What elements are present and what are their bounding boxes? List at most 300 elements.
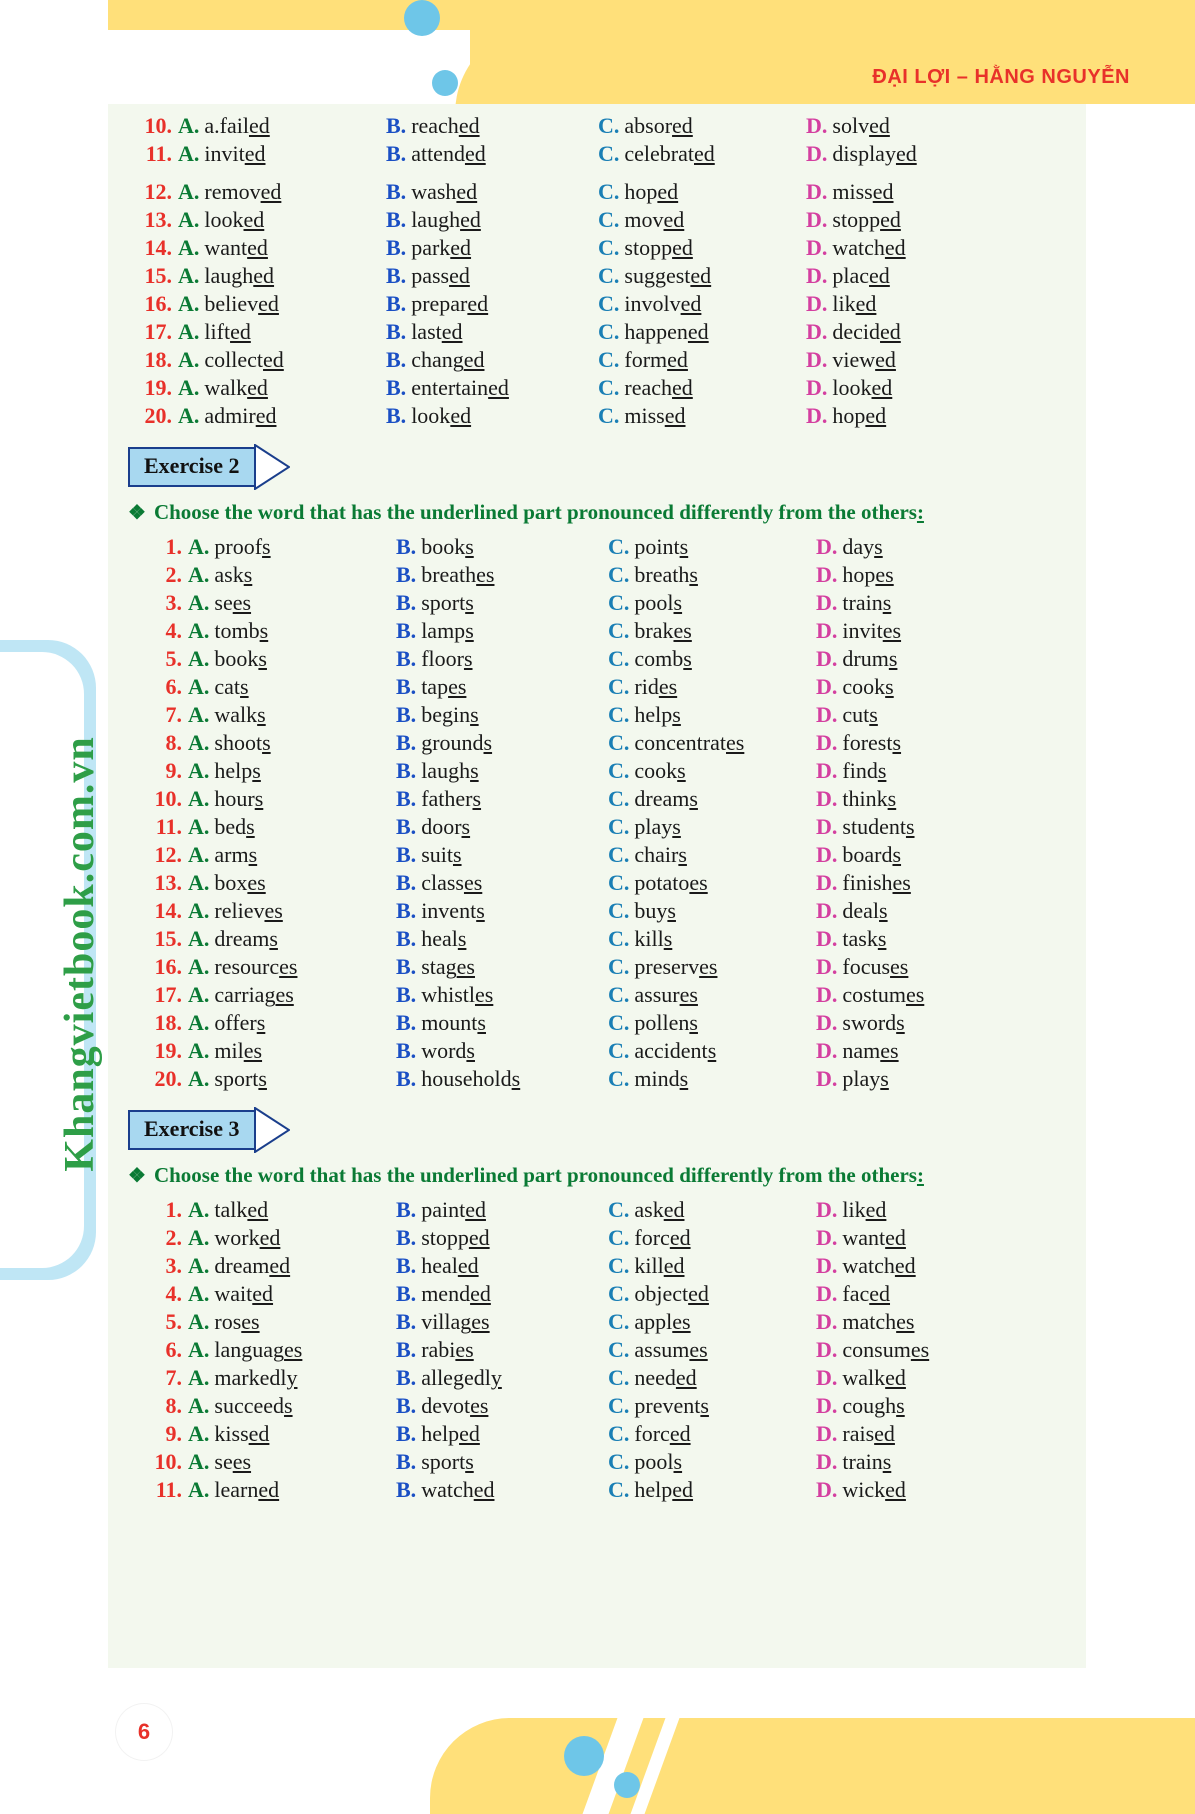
option-c[interactable]	[608, 701, 816, 730]
option-c[interactable]	[608, 1476, 816, 1505]
question-number: 1.	[165, 534, 182, 559]
option-d[interactable]	[816, 1037, 1016, 1066]
option-c-label: C.	[608, 646, 630, 671]
option-a[interactable]	[178, 206, 386, 235]
option-a[interactable]	[188, 757, 396, 786]
option-c[interactable]	[608, 1224, 816, 1253]
option-a-text: asks	[214, 562, 253, 587]
option-d-label: D.	[816, 1477, 838, 1502]
option-b-text: reached	[411, 113, 480, 138]
option-a[interactable]	[188, 1009, 396, 1038]
option-b-text: mounts	[421, 1010, 486, 1035]
option-a[interactable]	[188, 785, 396, 814]
option-b[interactable]	[396, 813, 608, 842]
option-b[interactable]	[396, 1448, 608, 1477]
option-a[interactable]	[188, 1065, 396, 1094]
option-b-text: looked	[411, 403, 472, 428]
option-d-label: D.	[806, 235, 828, 260]
option-b[interactable]	[396, 757, 608, 786]
option-b-text: invents	[421, 898, 485, 923]
option-d-label: D.	[816, 814, 838, 839]
option-d-label: D.	[806, 291, 828, 316]
option-a[interactable]	[188, 1252, 396, 1281]
option-d[interactable]	[816, 841, 1016, 870]
option-d[interactable]	[816, 1224, 1016, 1253]
option-a[interactable]	[188, 925, 396, 954]
instruction-text: Choose the word that has the underlined part pronounced differently from the others:	[153, 1163, 924, 1187]
option-c-label: C.	[608, 1449, 630, 1474]
option-c[interactable]	[608, 1065, 816, 1094]
option-c-text: minds	[634, 1066, 689, 1091]
table-row	[138, 841, 1078, 869]
table-row	[138, 813, 1078, 841]
option-a[interactable]	[188, 1224, 396, 1253]
option-b[interactable]	[386, 318, 598, 347]
option-a-label: A.	[188, 1197, 210, 1222]
option-a[interactable]	[188, 841, 396, 870]
option-d-label: D.	[816, 1197, 838, 1222]
table-row	[138, 925, 1078, 953]
option-b[interactable]	[396, 1280, 608, 1309]
exercise-3-tag	[128, 1107, 1078, 1153]
option-a[interactable]	[188, 1196, 396, 1225]
option-c[interactable]	[608, 785, 816, 814]
option-a-label: A.	[188, 1253, 210, 1278]
table-row	[138, 1420, 1078, 1448]
option-c-label: C.	[598, 235, 620, 260]
option-d[interactable]	[816, 617, 1016, 646]
option-b[interactable]	[396, 897, 608, 926]
question-number: 6.	[165, 1337, 182, 1362]
option-c[interactable]	[608, 1392, 816, 1421]
option-b-label: B.	[396, 590, 417, 615]
table-row	[138, 757, 1078, 785]
option-a[interactable]	[188, 1037, 396, 1066]
option-d-label: D.	[816, 1253, 838, 1278]
option-b[interactable]	[396, 841, 608, 870]
option-b-text: words	[421, 1038, 475, 1063]
option-d-text: viewed	[832, 347, 896, 372]
option-d[interactable]	[816, 1196, 1016, 1225]
option-d-label: D.	[816, 1010, 838, 1035]
option-b[interactable]	[386, 374, 598, 403]
option-d-text: looked	[832, 375, 893, 400]
option-a-label: A.	[188, 590, 210, 615]
option-b-text: heals	[421, 926, 467, 951]
option-c[interactable]	[608, 1364, 816, 1393]
option-b-text: tapes	[421, 674, 467, 699]
option-b[interactable]	[396, 533, 608, 562]
option-b-text: attended	[411, 141, 486, 166]
option-b-text: grounds	[421, 730, 493, 755]
option-c[interactable]	[608, 1308, 816, 1337]
option-c-label: C.	[608, 730, 630, 755]
option-c[interactable]	[598, 346, 806, 375]
exercise-3-instruction	[128, 1163, 1078, 1188]
option-d[interactable]	[816, 1420, 1016, 1449]
option-d[interactable]	[806, 318, 1006, 347]
option-d-text: plays	[842, 1066, 889, 1091]
option-b[interactable]	[396, 1252, 608, 1281]
option-b[interactable]	[396, 1196, 608, 1225]
option-a-text: succeeds	[214, 1393, 293, 1418]
option-a[interactable]	[188, 1280, 396, 1309]
option-c-text: objected	[634, 1281, 709, 1306]
option-d[interactable]	[816, 981, 1016, 1010]
option-c[interactable]	[608, 841, 816, 870]
option-b-text: households	[421, 1066, 521, 1091]
option-b[interactable]	[386, 140, 598, 169]
option-a[interactable]	[178, 112, 386, 141]
option-b[interactable]	[386, 112, 598, 141]
option-b-text: breathes	[421, 562, 495, 587]
option-a-label: A.	[188, 954, 210, 979]
option-c[interactable]	[608, 673, 816, 702]
option-d-label: D.	[816, 1066, 838, 1091]
option-c-text: helps	[634, 702, 681, 727]
option-b[interactable]	[396, 925, 608, 954]
option-c-label: C.	[608, 1337, 630, 1362]
option-c-label: C.	[608, 1309, 630, 1334]
option-b[interactable]	[396, 1392, 608, 1421]
option-a-label: A.	[188, 618, 210, 643]
option-c-text: concentrates	[634, 730, 745, 755]
option-a-text: learned	[214, 1477, 280, 1502]
option-a-label: A.	[178, 235, 200, 260]
option-a[interactable]	[188, 1308, 396, 1337]
table-row	[138, 533, 1078, 561]
option-c-text: assumes	[634, 1337, 708, 1362]
option-c[interactable]	[598, 112, 806, 141]
option-d[interactable]	[816, 757, 1016, 786]
option-d[interactable]	[806, 140, 1006, 169]
question-number: 12.	[144, 179, 172, 204]
option-b-text: books	[421, 534, 474, 559]
question-number: 10.	[144, 113, 172, 138]
option-c[interactable]	[608, 981, 816, 1010]
option-d[interactable]	[816, 1364, 1016, 1393]
option-c[interactable]	[608, 1037, 816, 1066]
option-b[interactable]	[396, 869, 608, 898]
option-c[interactable]	[598, 178, 806, 207]
option-a-text: miles	[214, 1038, 263, 1063]
option-c-text: accidents	[634, 1038, 717, 1063]
option-a[interactable]	[178, 234, 386, 263]
option-a[interactable]	[188, 1336, 396, 1365]
option-a[interactable]	[188, 617, 396, 646]
option-b-text: classes	[421, 870, 483, 895]
option-d[interactable]	[816, 785, 1016, 814]
option-c-label: C.	[598, 263, 620, 288]
option-a[interactable]	[188, 645, 396, 674]
table-row	[138, 1224, 1078, 1252]
question-number: 1.	[165, 1197, 182, 1222]
option-c[interactable]	[608, 1420, 816, 1449]
option-a[interactable]	[178, 318, 386, 347]
option-c-label: C.	[598, 403, 620, 428]
option-c-label: C.	[598, 347, 620, 372]
option-d[interactable]	[816, 1252, 1016, 1281]
option-c-text: formed	[624, 347, 688, 372]
option-a[interactable]	[178, 178, 386, 207]
exercise-2-arrow-icon	[254, 444, 290, 490]
option-b-text: floors	[421, 646, 473, 671]
option-d[interactable]	[806, 290, 1006, 319]
option-c[interactable]	[608, 1280, 816, 1309]
option-a[interactable]	[188, 1448, 396, 1477]
option-d-text: liked	[832, 291, 877, 316]
option-a[interactable]	[188, 869, 396, 898]
option-b[interactable]	[396, 645, 608, 674]
option-d[interactable]	[816, 897, 1016, 926]
option-b[interactable]	[396, 1308, 608, 1337]
option-d[interactable]	[816, 1476, 1016, 1505]
option-a[interactable]	[188, 1476, 396, 1505]
option-d[interactable]	[816, 1336, 1016, 1365]
option-a[interactable]	[188, 813, 396, 842]
option-c[interactable]	[608, 533, 816, 562]
option-c-label: C.	[608, 1365, 630, 1390]
option-d-text: watched	[832, 235, 906, 260]
option-d-text: decided	[832, 319, 901, 344]
option-d-label: D.	[816, 1393, 838, 1418]
option-d[interactable]	[816, 1308, 1016, 1337]
option-c-label: C.	[608, 954, 630, 979]
option-a-text: looked	[204, 207, 265, 232]
option-a[interactable]	[188, 897, 396, 926]
option-a[interactable]	[188, 561, 396, 590]
option-b[interactable]	[386, 346, 598, 375]
option-d-label: D.	[816, 954, 838, 979]
table-row	[138, 869, 1078, 897]
option-c[interactable]	[608, 1336, 816, 1365]
option-c[interactable]	[598, 290, 806, 319]
option-c[interactable]	[608, 1252, 816, 1281]
option-c-label: C.	[608, 1197, 630, 1222]
option-d[interactable]	[816, 953, 1016, 982]
option-a[interactable]	[178, 140, 386, 169]
option-d[interactable]	[806, 206, 1006, 235]
option-d-text: walked	[842, 1365, 906, 1390]
option-c-label: C.	[608, 1038, 630, 1063]
option-b-text: suits	[421, 842, 462, 867]
option-b-label: B.	[396, 870, 417, 895]
option-d[interactable]	[816, 1280, 1016, 1309]
option-b[interactable]	[386, 402, 598, 431]
option-b-text: doors	[421, 814, 471, 839]
option-b[interactable]	[396, 1336, 608, 1365]
option-c[interactable]	[598, 140, 806, 169]
option-c[interactable]	[598, 402, 806, 431]
option-a[interactable]	[178, 262, 386, 291]
option-b[interactable]	[396, 1224, 608, 1253]
option-a-text: roses	[214, 1309, 260, 1334]
instruction-text: Choose the word that has the underlined part pronounced differently from the others:	[153, 500, 924, 524]
option-a-text: carriages	[214, 982, 294, 1007]
table-row	[128, 290, 1078, 318]
option-d[interactable]	[806, 374, 1006, 403]
option-d[interactable]	[816, 645, 1016, 674]
option-b[interactable]	[396, 785, 608, 814]
option-b[interactable]	[396, 589, 608, 618]
option-b-label: B.	[396, 1477, 417, 1502]
option-d[interactable]	[816, 1065, 1016, 1094]
option-b[interactable]	[396, 729, 608, 758]
option-a-text: collected	[204, 347, 284, 372]
table-row	[138, 1364, 1078, 1392]
option-b[interactable]	[386, 206, 598, 235]
option-c[interactable]	[598, 262, 806, 291]
question-number: 12.	[154, 842, 182, 867]
option-b-label: B.	[396, 674, 417, 699]
option-c[interactable]	[608, 1196, 816, 1225]
option-d[interactable]	[806, 262, 1006, 291]
option-d-text: wicked	[842, 1477, 906, 1502]
option-c-text: asked	[634, 1197, 685, 1222]
option-d[interactable]	[816, 589, 1016, 618]
option-d[interactable]	[816, 1009, 1016, 1038]
option-b[interactable]	[396, 981, 608, 1010]
option-b[interactable]	[386, 178, 598, 207]
option-b[interactable]	[386, 290, 598, 319]
table-row	[128, 140, 1078, 168]
option-b[interactable]	[396, 1420, 608, 1449]
option-a-text: walks	[214, 702, 266, 727]
option-d[interactable]	[816, 1448, 1016, 1477]
option-a[interactable]	[188, 1392, 396, 1421]
option-a-label: A.	[178, 403, 200, 428]
option-c[interactable]	[608, 645, 816, 674]
option-d-text: stopped	[832, 207, 901, 232]
option-a[interactable]	[188, 673, 396, 702]
option-b[interactable]	[396, 953, 608, 982]
option-a-label: A.	[188, 562, 210, 587]
option-d[interactable]	[806, 346, 1006, 375]
option-d[interactable]	[816, 729, 1016, 758]
option-c[interactable]	[608, 869, 816, 898]
option-c[interactable]	[598, 234, 806, 263]
option-a-text: boxes	[214, 870, 266, 895]
option-b-label: B.	[386, 403, 407, 428]
option-a[interactable]	[188, 953, 396, 982]
option-c[interactable]	[608, 1448, 816, 1477]
option-d-text: cooks	[842, 674, 894, 699]
option-a[interactable]	[178, 402, 386, 431]
option-a[interactable]	[178, 374, 386, 403]
option-c[interactable]	[598, 374, 806, 403]
option-b[interactable]	[386, 262, 598, 291]
question-number: 4.	[165, 618, 182, 643]
option-c-text: forced	[634, 1421, 691, 1446]
option-d[interactable]	[806, 112, 1006, 141]
option-c[interactable]	[608, 925, 816, 954]
option-a-text: arms	[214, 842, 258, 867]
option-d-label: D.	[816, 758, 838, 783]
option-c[interactable]	[598, 206, 806, 235]
option-d[interactable]	[816, 869, 1016, 898]
option-b[interactable]	[396, 561, 608, 590]
option-d[interactable]	[806, 178, 1006, 207]
option-d-label: D.	[816, 1281, 838, 1306]
option-c-label: C.	[608, 1281, 630, 1306]
option-c[interactable]	[598, 318, 806, 347]
option-d[interactable]	[816, 925, 1016, 954]
exercise2-question-list	[138, 533, 1078, 1093]
option-a-label: A.	[188, 898, 210, 923]
option-d[interactable]	[816, 1392, 1016, 1421]
option-c-text: pools	[634, 1449, 683, 1474]
option-a[interactable]	[188, 1420, 396, 1449]
option-b-label: B.	[396, 1281, 417, 1306]
table-row	[138, 1336, 1078, 1364]
option-d-text: swords	[842, 1010, 905, 1035]
option-b-text: begins	[421, 702, 479, 727]
option-c-text: killed	[634, 1253, 685, 1278]
question-number: 13.	[144, 207, 172, 232]
option-b-label: B.	[386, 207, 407, 232]
option-d-label: D.	[816, 1337, 838, 1362]
option-c[interactable]	[608, 1009, 816, 1038]
option-a[interactable]	[188, 701, 396, 730]
option-d-label: D.	[816, 786, 838, 811]
option-d[interactable]	[816, 673, 1016, 702]
option-c[interactable]	[608, 757, 816, 786]
option-c[interactable]	[608, 953, 816, 982]
option-c[interactable]	[608, 589, 816, 618]
option-a[interactable]	[188, 981, 396, 1010]
option-c[interactable]	[608, 897, 816, 926]
option-d[interactable]	[816, 813, 1016, 842]
option-d[interactable]	[806, 234, 1006, 263]
option-c-text: missed	[624, 403, 686, 428]
option-b[interactable]	[396, 1364, 608, 1393]
option-b[interactable]	[396, 617, 608, 646]
option-d-label: D.	[816, 646, 838, 671]
option-c[interactable]	[608, 813, 816, 842]
option-a[interactable]	[188, 729, 396, 758]
option-b[interactable]	[396, 1476, 608, 1505]
option-a[interactable]	[188, 589, 396, 618]
option-b[interactable]	[396, 701, 608, 730]
option-a-label: A.	[188, 1449, 210, 1474]
option-b[interactable]	[396, 1065, 608, 1094]
option-a-text: offers	[214, 1010, 266, 1035]
option-b[interactable]	[396, 1037, 608, 1066]
option-d[interactable]	[816, 561, 1016, 590]
option-b[interactable]	[386, 234, 598, 263]
option-b[interactable]	[396, 673, 608, 702]
option-a[interactable]	[188, 1364, 396, 1393]
option-c[interactable]	[608, 729, 816, 758]
page-number: 6	[116, 1704, 172, 1760]
option-d-text: names	[842, 1038, 899, 1063]
option-b[interactable]	[396, 1009, 608, 1038]
option-a[interactable]	[178, 346, 386, 375]
option-d[interactable]	[806, 402, 1006, 431]
option-c-text: combs	[634, 646, 692, 671]
option-c[interactable]	[608, 617, 816, 646]
option-b-text: lasted	[411, 319, 463, 344]
option-c[interactable]	[608, 561, 816, 590]
option-d[interactable]	[816, 701, 1016, 730]
option-a[interactable]	[188, 533, 396, 562]
option-a[interactable]	[178, 290, 386, 319]
table-row	[138, 1392, 1078, 1420]
option-d[interactable]	[816, 533, 1016, 562]
option-d-text: hopes	[842, 562, 894, 587]
option-a-text: beds	[214, 814, 255, 839]
option-c-label: C.	[608, 1010, 630, 1035]
